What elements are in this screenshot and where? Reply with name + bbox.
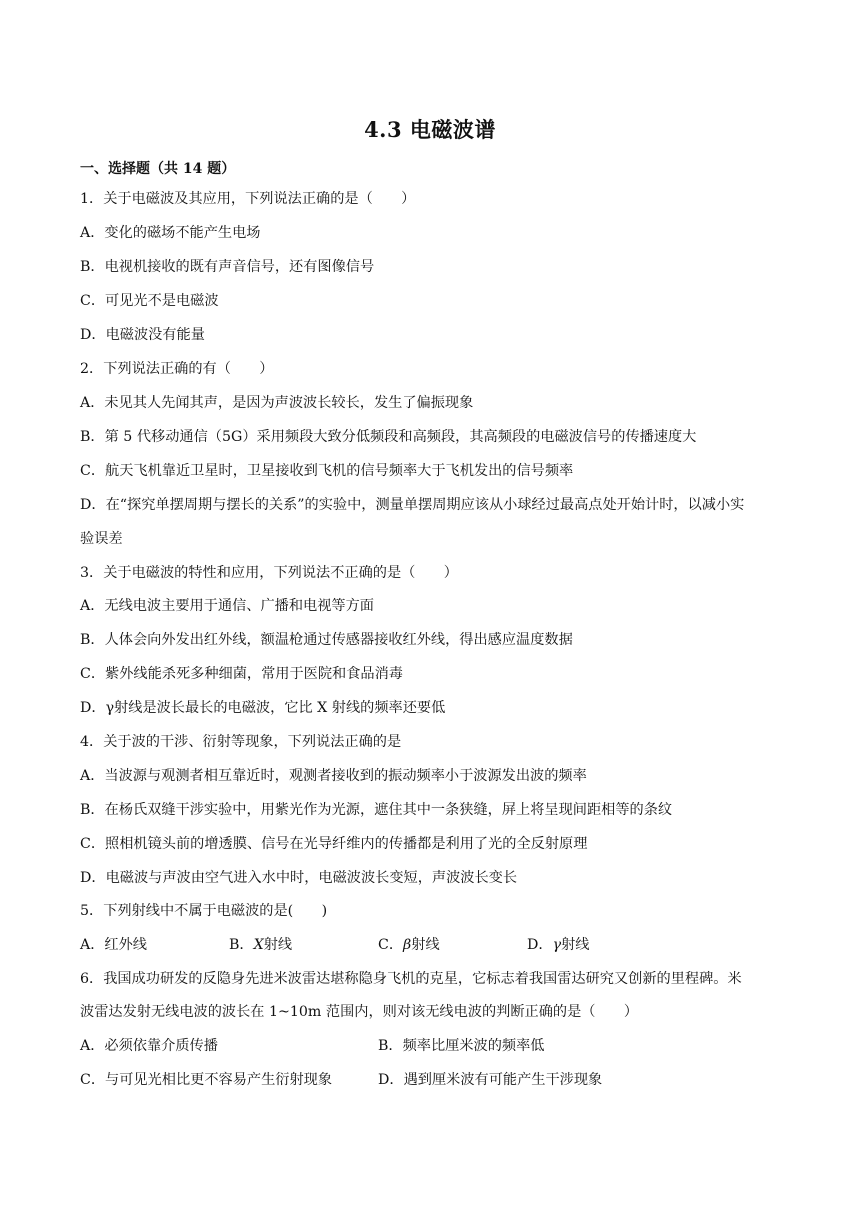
question-5-stem: 5．下列射线中不属于电磁波的是( ) bbox=[80, 903, 328, 919]
question-6-option-a: A．必须依靠介质传播 bbox=[80, 1038, 218, 1054]
question-2-option-d-continued: 验误差 bbox=[80, 531, 123, 547]
question-3-option-d: D．γ射线是波长最长的电磁波，它比 X 射线的频率还要低 bbox=[80, 700, 446, 716]
question-1-option-c: C．可见光不是电磁波 bbox=[80, 293, 219, 309]
question-5-option-a: A．红外线 bbox=[80, 937, 147, 953]
option-label: D． bbox=[527, 937, 553, 953]
question-6-option-b: B．频率比厘米波的频率低 bbox=[378, 1038, 545, 1054]
option-label: B． bbox=[229, 937, 254, 953]
question-3-stem: 3．关于电磁波的特性和应用，下列说法不正确的是（ ） bbox=[80, 565, 458, 581]
question-3-option-a: A．无线电波主要用于通信、广播和电视等方面 bbox=[80, 598, 374, 614]
x-ray-symbol: X bbox=[253, 937, 264, 953]
question-6-option-d: D．遇到厘米波有可能产生干涉现象 bbox=[378, 1072, 603, 1088]
question-5-option-d bbox=[527, 935, 589, 955]
question-1-stem: 1．关于电磁波及其应用，下列说法正确的是（ ） bbox=[80, 191, 416, 207]
page-title: 4.3 电磁波谱 bbox=[364, 117, 496, 142]
question-4-option-a: A．当波源与观测者相互靠近时，观测者接收到的振动频率小于波源发出波的频率 bbox=[80, 768, 587, 784]
option-text: 射线 bbox=[411, 937, 440, 953]
question-4-option-b: B．在杨氏双缝干涉实验中，用紫光作为光源，遮住其中一条狭缝，屏上将呈现间距相等的条纹 bbox=[80, 802, 673, 818]
question-4-option-d: D．电磁波与声波由空气进入水中时，电磁波波长变短，声波波长变长 bbox=[80, 870, 518, 886]
question-6-stem: 6．我国成功研发的反隐身先进米波雷达堪称隐身飞机的克星，它标志着我国雷达研究又创新的里程碑。米 bbox=[80, 971, 742, 987]
question-3-option-b: B．人体会向外发出红外线，额温枪通过传感器接收红外线，得出感应温度数据 bbox=[80, 632, 573, 648]
option-label: C． bbox=[378, 937, 404, 953]
question-6-stem-continued: 波雷达发射无线电波的波长在 1~10m 范围内，则对该无线电波的判断正确的是（ ） bbox=[80, 1004, 639, 1020]
section-heading: 一、选择题（共 14 题） bbox=[80, 161, 236, 177]
question-5-option-c bbox=[378, 935, 440, 955]
question-2-option-a: A．未见其人先闻其声，是因为声波波长较长，发生了偏振现象 bbox=[80, 395, 474, 411]
question-4-option-c: C．照相机镜头前的增透膜、信号在光导纤维内的传播都是利用了光的全反射原理 bbox=[80, 836, 588, 852]
option-text: 射线 bbox=[561, 937, 590, 953]
gamma-symbol: γ bbox=[552, 937, 562, 953]
question-1-option-d: D．电磁波没有能量 bbox=[80, 327, 205, 343]
question-2-option-b: B．第 5 代移动通信（5G）采用频段大致分低频段和高频段，其高频段的电磁波信号的传播速度大 bbox=[80, 429, 697, 445]
option-text: 射线 bbox=[263, 937, 293, 953]
question-3-option-c: C．紫外线能杀死多种细菌，常用于医院和食品消毒 bbox=[80, 666, 403, 682]
question-2-option-c: C．航天飞机靠近卫星时，卫星接收到飞机的信号频率大于飞机发出的信号频率 bbox=[80, 463, 574, 479]
question-1-option-a: A．变化的磁场不能产生电场 bbox=[80, 225, 261, 241]
question-5-option-b bbox=[229, 935, 292, 955]
question-2-option-d: D．在“探究单摆周期与摆长的关系”的实验中，测量单摆周期应该从小球经过最高点处开始计时，以减小实 bbox=[80, 497, 745, 513]
beta-symbol: β bbox=[403, 937, 412, 953]
question-4-stem: 4．关于波的干涉、衍射等现象，下列说法正确的是 bbox=[80, 734, 402, 750]
question-2-stem: 2．下列说法正确的有（ ） bbox=[80, 361, 274, 377]
question-6-option-c: C．与可见光相比更不容易产生衍射现象 bbox=[80, 1072, 333, 1088]
question-1-option-b: B．电视机接收的既有声音信号，还有图像信号 bbox=[80, 259, 375, 275]
